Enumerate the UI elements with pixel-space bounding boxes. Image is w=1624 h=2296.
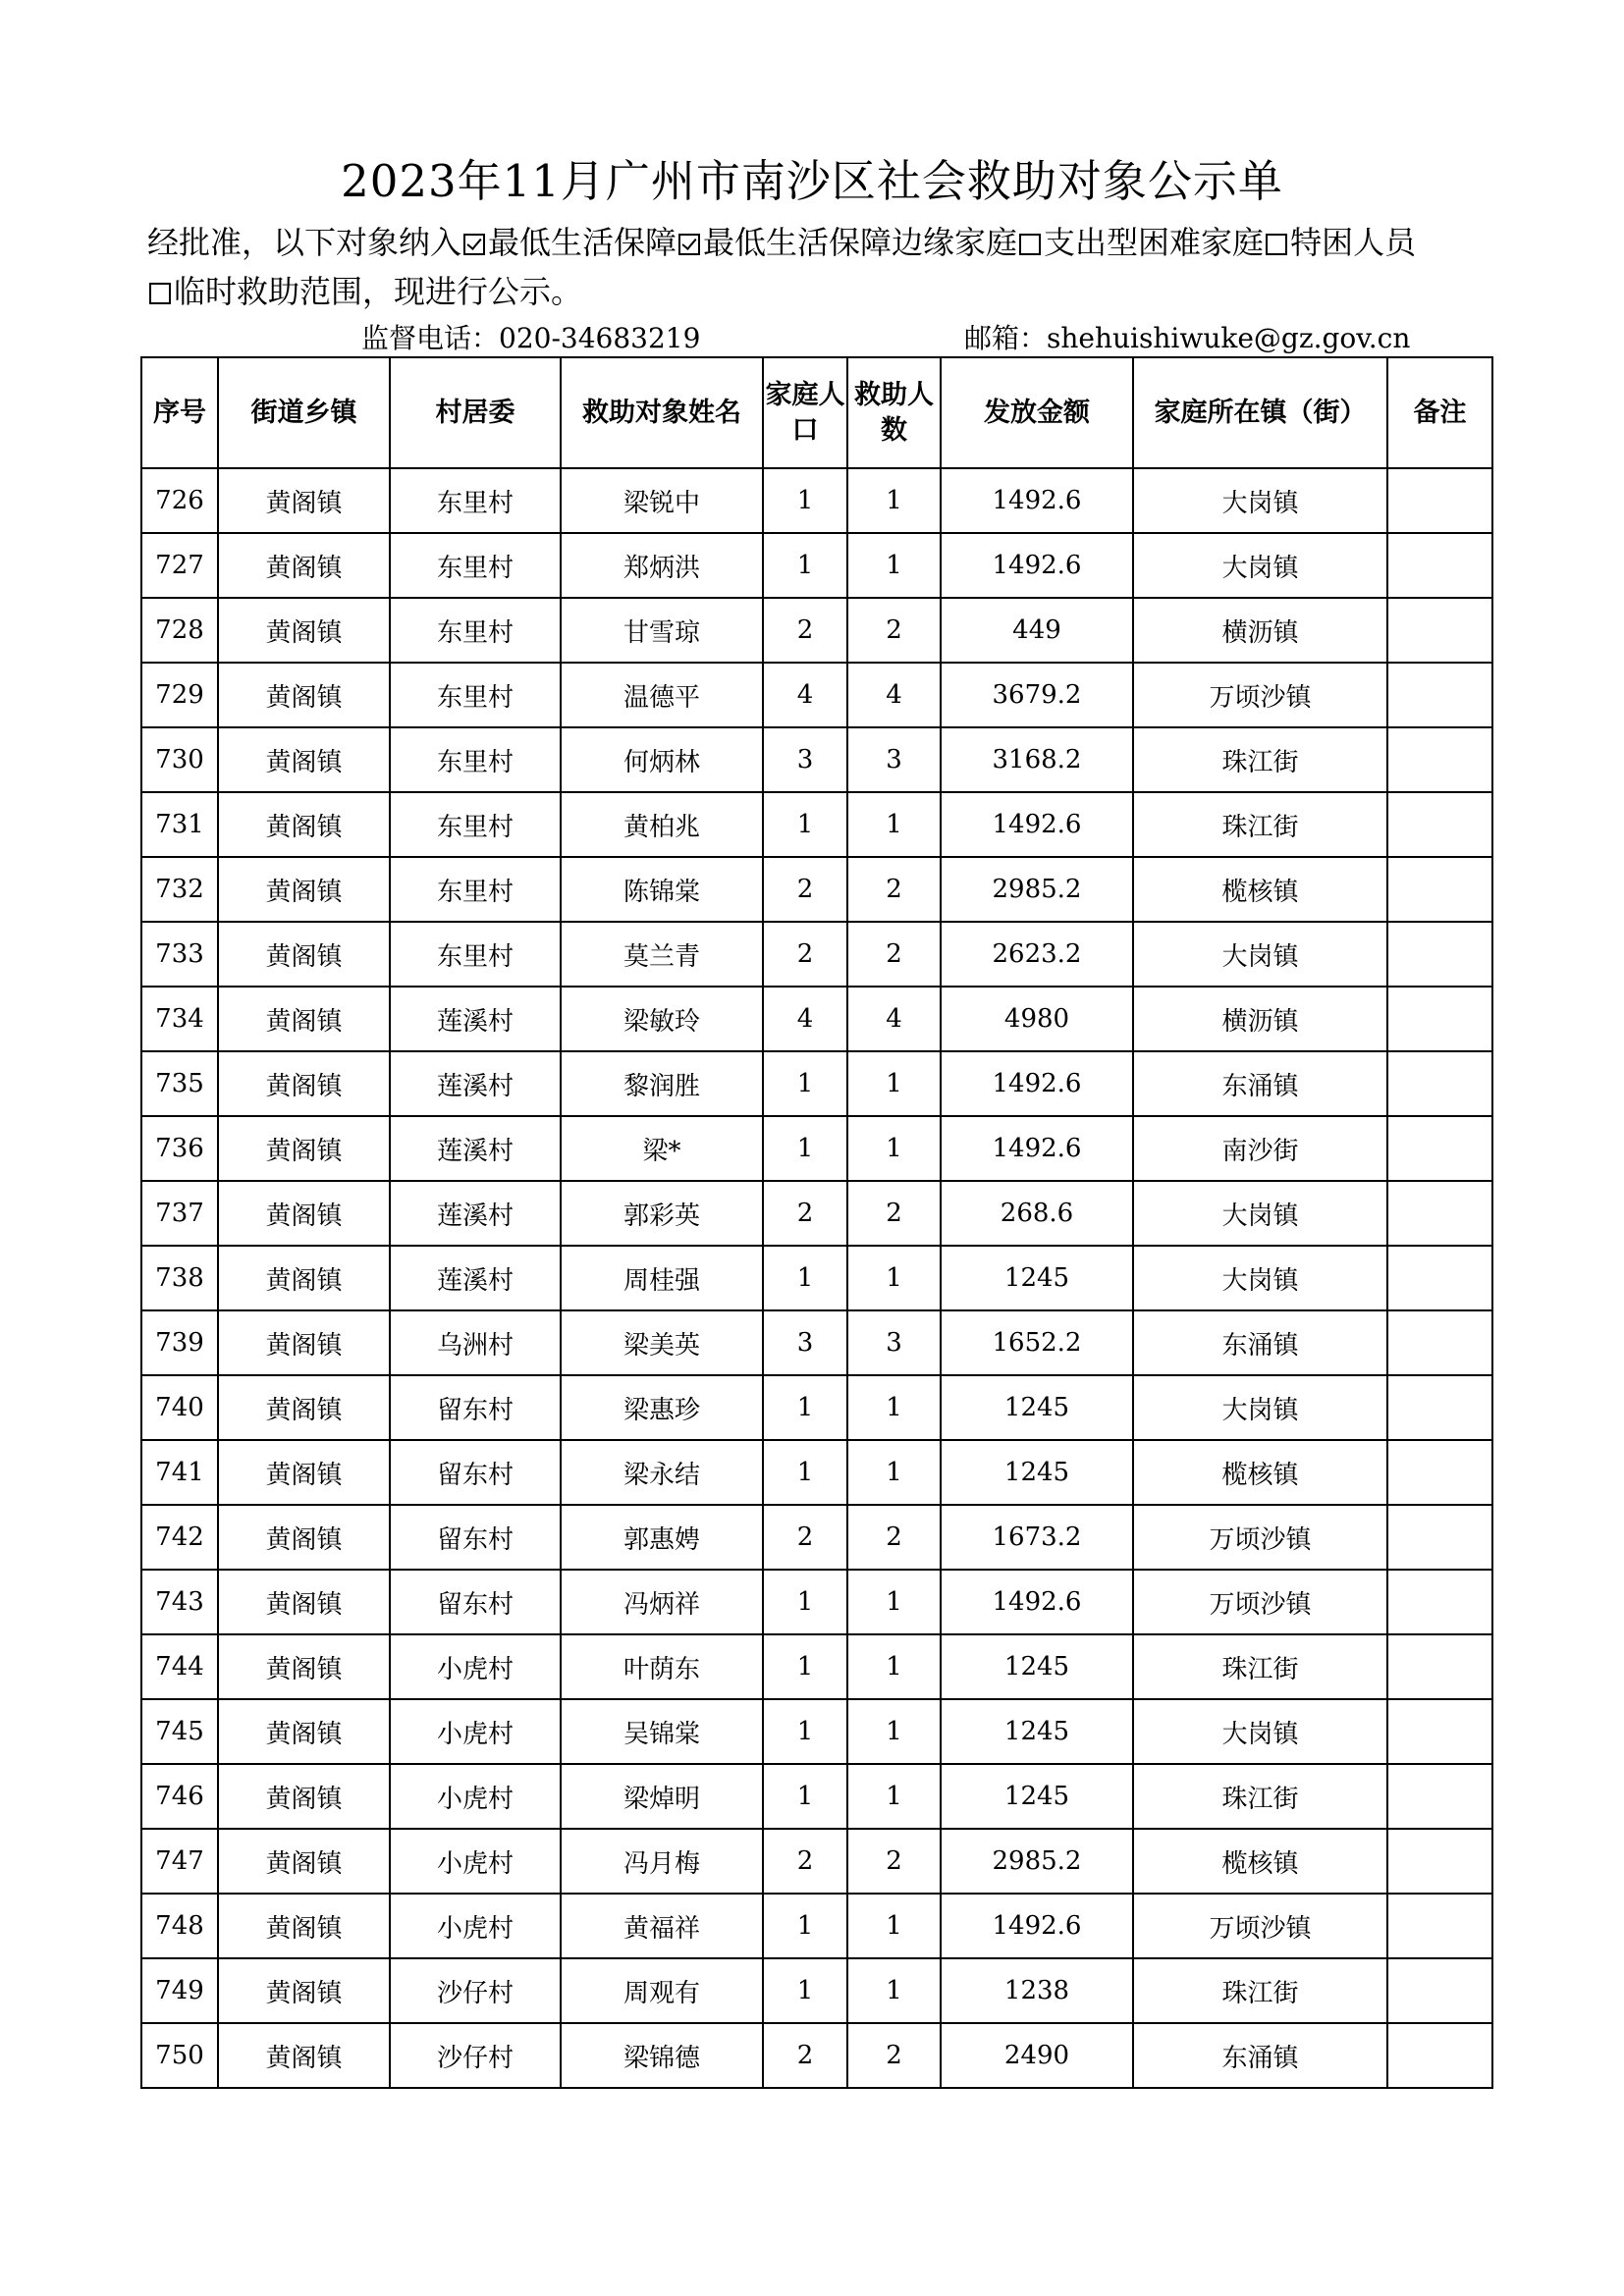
cell-serial: 749 bbox=[141, 1958, 218, 2023]
supervision-phone bbox=[361, 319, 700, 358]
cell-village: 小虎村 bbox=[390, 1894, 561, 1958]
header-street-town: 街道乡镇 bbox=[218, 357, 390, 468]
cell-remarks bbox=[1387, 598, 1492, 663]
cell-amount: 1245 bbox=[941, 1764, 1133, 1829]
intro-line-1 bbox=[147, 218, 1512, 267]
cell-remarks bbox=[1387, 1894, 1492, 1958]
cell-village: 东里村 bbox=[390, 663, 561, 727]
cell-serial: 739 bbox=[141, 1310, 218, 1375]
cell-street-town: 黄阁镇 bbox=[218, 1699, 390, 1764]
cell-remarks bbox=[1387, 1181, 1492, 1246]
cell-amount: 2623.2 bbox=[941, 922, 1133, 987]
cell-amount: 449 bbox=[941, 598, 1133, 663]
cell-serial: 737 bbox=[141, 1181, 218, 1246]
table-row bbox=[141, 727, 1492, 792]
cell-home-town: 南沙街 bbox=[1133, 1116, 1387, 1181]
cell-home-town: 万顷沙镇 bbox=[1133, 663, 1387, 727]
cell-serial: 744 bbox=[141, 1634, 218, 1699]
cell-recipient-name: 温德平 bbox=[561, 663, 763, 727]
cell-aided-count: 4 bbox=[847, 663, 941, 727]
cell-home-town: 珠江街 bbox=[1133, 1958, 1387, 2023]
cell-street-town: 黄阁镇 bbox=[218, 792, 390, 857]
cell-household-size: 1 bbox=[763, 1570, 847, 1634]
cell-home-town: 万顷沙镇 bbox=[1133, 1894, 1387, 1958]
assistance-table bbox=[140, 356, 1493, 2089]
cell-household-size: 2 bbox=[763, 922, 847, 987]
intro-text bbox=[147, 218, 1512, 316]
cell-street-town: 黄阁镇 bbox=[218, 468, 390, 533]
cell-remarks bbox=[1387, 857, 1492, 922]
table-row bbox=[141, 1505, 1492, 1570]
cell-household-size: 1 bbox=[763, 1051, 847, 1116]
cell-recipient-name: 梁惠珍 bbox=[561, 1375, 763, 1440]
cell-street-town: 黄阁镇 bbox=[218, 1440, 390, 1505]
cell-amount: 1492.6 bbox=[941, 468, 1133, 533]
cell-recipient-name: 梁锐中 bbox=[561, 468, 763, 533]
cell-amount: 1245 bbox=[941, 1375, 1133, 1440]
cell-remarks bbox=[1387, 533, 1492, 598]
cell-remarks bbox=[1387, 1246, 1492, 1310]
table-row bbox=[141, 1246, 1492, 1310]
cell-street-town: 黄阁镇 bbox=[218, 1051, 390, 1116]
cell-amount: 4980 bbox=[941, 987, 1133, 1051]
cell-household-size: 1 bbox=[763, 1699, 847, 1764]
cell-home-town: 榄核镇 bbox=[1133, 1829, 1387, 1894]
table-header-row bbox=[141, 357, 1492, 468]
checkbox-icon-checked bbox=[678, 234, 700, 255]
cell-village: 留东村 bbox=[390, 1375, 561, 1440]
cell-remarks bbox=[1387, 922, 1492, 987]
cell-household-size: 1 bbox=[763, 1116, 847, 1181]
cell-remarks bbox=[1387, 1051, 1492, 1116]
cell-village: 小虎村 bbox=[390, 1829, 561, 1894]
cell-household-size: 2 bbox=[763, 1829, 847, 1894]
header-amount: 发放金额 bbox=[941, 357, 1133, 468]
cell-aided-count: 3 bbox=[847, 727, 941, 792]
cell-serial: 741 bbox=[141, 1440, 218, 1505]
cell-village: 东里村 bbox=[390, 857, 561, 922]
cell-amount: 1492.6 bbox=[941, 1051, 1133, 1116]
cell-remarks bbox=[1387, 987, 1492, 1051]
cell-street-town: 黄阁镇 bbox=[218, 1505, 390, 1570]
table-row bbox=[141, 1699, 1492, 1764]
table-row bbox=[141, 1051, 1492, 1116]
cell-village: 沙仔村 bbox=[390, 2023, 561, 2088]
header-aided-count: 救助人数 bbox=[847, 357, 941, 468]
cell-remarks bbox=[1387, 1634, 1492, 1699]
cell-village: 小虎村 bbox=[390, 1634, 561, 1699]
cell-household-size: 1 bbox=[763, 1634, 847, 1699]
cell-aided-count: 1 bbox=[847, 1570, 941, 1634]
cell-recipient-name: 莫兰青 bbox=[561, 922, 763, 987]
cell-household-size: 2 bbox=[763, 857, 847, 922]
cell-village: 东里村 bbox=[390, 792, 561, 857]
cell-street-town: 黄阁镇 bbox=[218, 1310, 390, 1375]
cell-home-town: 大岗镇 bbox=[1133, 468, 1387, 533]
table-row bbox=[141, 792, 1492, 857]
cell-amount: 3679.2 bbox=[941, 663, 1133, 727]
cell-recipient-name: 郭惠娉 bbox=[561, 1505, 763, 1570]
cell-home-town: 珠江街 bbox=[1133, 792, 1387, 857]
email-address: shehuishiwuke@gz.gov.cn bbox=[1047, 322, 1411, 354]
cell-village: 留东村 bbox=[390, 1570, 561, 1634]
cell-recipient-name: 周观有 bbox=[561, 1958, 763, 2023]
cell-serial: 727 bbox=[141, 533, 218, 598]
cell-household-size: 1 bbox=[763, 1958, 847, 2023]
intro-suffix: 范围，现进行公示。 bbox=[299, 273, 583, 310]
table-row bbox=[141, 1181, 1492, 1246]
cell-aided-count: 1 bbox=[847, 1634, 941, 1699]
cell-recipient-name: 黄福祥 bbox=[561, 1894, 763, 1958]
cell-recipient-name: 梁焯明 bbox=[561, 1764, 763, 1829]
table-body bbox=[141, 468, 1492, 2088]
phone-number: 020-34683219 bbox=[499, 322, 701, 354]
cell-street-town: 黄阁镇 bbox=[218, 1181, 390, 1246]
cell-serial: 743 bbox=[141, 1570, 218, 1634]
cell-recipient-name: 周桂强 bbox=[561, 1246, 763, 1310]
table-row bbox=[141, 468, 1492, 533]
cell-household-size: 4 bbox=[763, 987, 847, 1051]
cell-street-town: 黄阁镇 bbox=[218, 1894, 390, 1958]
cell-village: 沙仔村 bbox=[390, 1958, 561, 2023]
cell-household-size: 1 bbox=[763, 1894, 847, 1958]
cell-amount: 1673.2 bbox=[941, 1505, 1133, 1570]
cell-street-town: 黄阁镇 bbox=[218, 1375, 390, 1440]
cell-remarks bbox=[1387, 1829, 1492, 1894]
cell-amount: 1492.6 bbox=[941, 1570, 1133, 1634]
cell-recipient-name: 梁美英 bbox=[561, 1310, 763, 1375]
cell-amount: 2985.2 bbox=[941, 857, 1133, 922]
cell-remarks bbox=[1387, 1570, 1492, 1634]
header-remarks: 备注 bbox=[1387, 357, 1492, 468]
table-row bbox=[141, 922, 1492, 987]
cell-household-size: 2 bbox=[763, 1505, 847, 1570]
table-row bbox=[141, 533, 1492, 598]
cell-recipient-name: 黎润胜 bbox=[561, 1051, 763, 1116]
cell-amount: 1492.6 bbox=[941, 1894, 1133, 1958]
cell-amount: 2985.2 bbox=[941, 1829, 1133, 1894]
cell-home-town: 东涌镇 bbox=[1133, 1051, 1387, 1116]
cell-village: 小虎村 bbox=[390, 1764, 561, 1829]
cell-home-town: 万顷沙镇 bbox=[1133, 1570, 1387, 1634]
cell-aided-count: 1 bbox=[847, 1051, 941, 1116]
cell-village: 东里村 bbox=[390, 922, 561, 987]
cell-household-size: 1 bbox=[763, 1375, 847, 1440]
cell-street-town: 黄阁镇 bbox=[218, 2023, 390, 2088]
cell-home-town: 大岗镇 bbox=[1133, 1181, 1387, 1246]
checkbox-icon-empty bbox=[149, 283, 171, 304]
cell-recipient-name: 黄柏兆 bbox=[561, 792, 763, 857]
cell-serial: 750 bbox=[141, 2023, 218, 2088]
cell-home-town: 榄核镇 bbox=[1133, 1440, 1387, 1505]
cell-amount: 1492.6 bbox=[941, 533, 1133, 598]
cell-village: 莲溪村 bbox=[390, 1181, 561, 1246]
table-row bbox=[141, 1440, 1492, 1505]
cell-amount: 1245 bbox=[941, 1440, 1133, 1505]
option-label: 最低生活保障 bbox=[488, 224, 677, 261]
header-home-town: 家庭所在镇（街） bbox=[1133, 357, 1387, 468]
cell-street-town: 黄阁镇 bbox=[218, 663, 390, 727]
cell-village: 莲溪村 bbox=[390, 1051, 561, 1116]
cell-household-size: 2 bbox=[763, 2023, 847, 2088]
table-row bbox=[141, 1829, 1492, 1894]
cell-serial: 729 bbox=[141, 663, 218, 727]
cell-aided-count: 3 bbox=[847, 1310, 941, 1375]
cell-remarks bbox=[1387, 1310, 1492, 1375]
cell-serial: 742 bbox=[141, 1505, 218, 1570]
cell-remarks bbox=[1387, 468, 1492, 533]
cell-home-town: 大岗镇 bbox=[1133, 1375, 1387, 1440]
cell-household-size: 1 bbox=[763, 1764, 847, 1829]
cell-serial: 747 bbox=[141, 1829, 218, 1894]
cell-aided-count: 1 bbox=[847, 1958, 941, 2023]
header-recipient-name: 救助对象姓名 bbox=[561, 357, 763, 468]
cell-street-town: 黄阁镇 bbox=[218, 598, 390, 663]
cell-aided-count: 2 bbox=[847, 598, 941, 663]
table-row bbox=[141, 1570, 1492, 1634]
cell-aided-count: 1 bbox=[847, 792, 941, 857]
phone-label: 监督电话： bbox=[361, 322, 500, 354]
cell-serial: 726 bbox=[141, 468, 218, 533]
cell-home-town: 珠江街 bbox=[1133, 1764, 1387, 1829]
cell-aided-count: 1 bbox=[847, 468, 941, 533]
cell-remarks bbox=[1387, 2023, 1492, 2088]
cell-street-town: 黄阁镇 bbox=[218, 1246, 390, 1310]
checkbox-icon-empty bbox=[1266, 234, 1287, 255]
cell-recipient-name: 梁* bbox=[561, 1116, 763, 1181]
cell-serial: 736 bbox=[141, 1116, 218, 1181]
table-row bbox=[141, 663, 1492, 727]
cell-aided-count: 1 bbox=[847, 1246, 941, 1310]
page-title: 2023年11月广州市南沙区社会救助对象公示单 bbox=[341, 155, 1283, 207]
table-row bbox=[141, 1375, 1492, 1440]
cell-serial: 738 bbox=[141, 1246, 218, 1310]
cell-remarks bbox=[1387, 1958, 1492, 2023]
cell-street-town: 黄阁镇 bbox=[218, 727, 390, 792]
cell-serial: 734 bbox=[141, 987, 218, 1051]
cell-household-size: 1 bbox=[763, 1440, 847, 1505]
cell-remarks bbox=[1387, 1440, 1492, 1505]
cell-street-town: 黄阁镇 bbox=[218, 1958, 390, 2023]
cell-remarks bbox=[1387, 792, 1492, 857]
cell-village: 小虎村 bbox=[390, 1699, 561, 1764]
cell-aided-count: 2 bbox=[847, 2023, 941, 2088]
cell-household-size: 2 bbox=[763, 598, 847, 663]
cell-amount: 3168.2 bbox=[941, 727, 1133, 792]
cell-serial: 733 bbox=[141, 922, 218, 987]
cell-serial: 735 bbox=[141, 1051, 218, 1116]
cell-serial: 730 bbox=[141, 727, 218, 792]
cell-village: 东里村 bbox=[390, 533, 561, 598]
cell-aided-count: 1 bbox=[847, 1699, 941, 1764]
cell-household-size: 1 bbox=[763, 792, 847, 857]
cell-street-town: 黄阁镇 bbox=[218, 1634, 390, 1699]
cell-aided-count: 1 bbox=[847, 1894, 941, 1958]
cell-serial: 745 bbox=[141, 1699, 218, 1764]
table-row bbox=[141, 598, 1492, 663]
cell-recipient-name: 梁永结 bbox=[561, 1440, 763, 1505]
cell-amount: 1492.6 bbox=[941, 1116, 1133, 1181]
cell-home-town: 大岗镇 bbox=[1133, 1246, 1387, 1310]
cell-aided-count: 2 bbox=[847, 922, 941, 987]
cell-street-town: 黄阁镇 bbox=[218, 1116, 390, 1181]
cell-home-town: 万顷沙镇 bbox=[1133, 1505, 1387, 1570]
table-row bbox=[141, 1310, 1492, 1375]
intro-prefix: 经批准，以下对象纳入 bbox=[147, 224, 462, 261]
cell-amount: 1652.2 bbox=[941, 1310, 1133, 1375]
cell-home-town: 横沥镇 bbox=[1133, 987, 1387, 1051]
option-label: 特困人员 bbox=[1290, 224, 1417, 261]
cell-street-town: 黄阁镇 bbox=[218, 857, 390, 922]
cell-household-size: 1 bbox=[763, 1246, 847, 1310]
cell-serial: 731 bbox=[141, 792, 218, 857]
option-label: 支出型困难家庭 bbox=[1044, 224, 1265, 261]
cell-amount: 1245 bbox=[941, 1634, 1133, 1699]
cell-home-town: 东涌镇 bbox=[1133, 2023, 1387, 2088]
cell-street-town: 黄阁镇 bbox=[218, 1570, 390, 1634]
cell-household-size: 3 bbox=[763, 727, 847, 792]
cell-serial: 728 bbox=[141, 598, 218, 663]
cell-home-town: 横沥镇 bbox=[1133, 598, 1387, 663]
cell-aided-count: 2 bbox=[847, 1505, 941, 1570]
cell-recipient-name: 何炳林 bbox=[561, 727, 763, 792]
cell-village: 莲溪村 bbox=[390, 1246, 561, 1310]
table-row bbox=[141, 857, 1492, 922]
intro-line-2 bbox=[147, 267, 1512, 316]
header-village: 村居委 bbox=[390, 357, 561, 468]
cell-recipient-name: 陈锦棠 bbox=[561, 857, 763, 922]
header-household-size: 家庭人口 bbox=[763, 357, 847, 468]
table-row bbox=[141, 2023, 1492, 2088]
cell-village: 留东村 bbox=[390, 1505, 561, 1570]
cell-amount: 1492.6 bbox=[941, 792, 1133, 857]
cell-recipient-name: 冯月梅 bbox=[561, 1829, 763, 1894]
table-row bbox=[141, 1634, 1492, 1699]
cell-home-town: 东涌镇 bbox=[1133, 1310, 1387, 1375]
cell-remarks bbox=[1387, 1116, 1492, 1181]
cell-remarks bbox=[1387, 1375, 1492, 1440]
cell-household-size: 3 bbox=[763, 1310, 847, 1375]
cell-recipient-name: 梁敏玲 bbox=[561, 987, 763, 1051]
cell-recipient-name: 甘雪琼 bbox=[561, 598, 763, 663]
cell-home-town: 大岗镇 bbox=[1133, 1699, 1387, 1764]
cell-home-town: 大岗镇 bbox=[1133, 533, 1387, 598]
cell-aided-count: 1 bbox=[847, 1116, 941, 1181]
cell-serial: 746 bbox=[141, 1764, 218, 1829]
table-row bbox=[141, 987, 1492, 1051]
cell-recipient-name: 吴锦棠 bbox=[561, 1699, 763, 1764]
cell-remarks bbox=[1387, 727, 1492, 792]
cell-recipient-name: 叶荫东 bbox=[561, 1634, 763, 1699]
cell-household-size: 4 bbox=[763, 663, 847, 727]
cell-village: 乌洲村 bbox=[390, 1310, 561, 1375]
option-label: 最低生活保障边缘家庭 bbox=[703, 224, 1018, 261]
cell-aided-count: 2 bbox=[847, 1829, 941, 1894]
cell-village: 留东村 bbox=[390, 1440, 561, 1505]
cell-street-town: 黄阁镇 bbox=[218, 922, 390, 987]
cell-aided-count: 1 bbox=[847, 1375, 941, 1440]
cell-street-town: 黄阁镇 bbox=[218, 1764, 390, 1829]
table-row bbox=[141, 1116, 1492, 1181]
cell-home-town: 珠江街 bbox=[1133, 1634, 1387, 1699]
cell-home-town: 榄核镇 bbox=[1133, 857, 1387, 922]
cell-village: 莲溪村 bbox=[390, 987, 561, 1051]
cell-recipient-name: 郑炳洪 bbox=[561, 533, 763, 598]
cell-street-town: 黄阁镇 bbox=[218, 1829, 390, 1894]
cell-amount: 268.6 bbox=[941, 1181, 1133, 1246]
checkbox-icon-empty bbox=[1019, 234, 1041, 255]
table-row bbox=[141, 1764, 1492, 1829]
cell-household-size: 1 bbox=[763, 468, 847, 533]
cell-street-town: 黄阁镇 bbox=[218, 987, 390, 1051]
cell-household-size: 1 bbox=[763, 533, 847, 598]
cell-village: 东里村 bbox=[390, 727, 561, 792]
cell-home-town: 大岗镇 bbox=[1133, 922, 1387, 987]
cell-serial: 740 bbox=[141, 1375, 218, 1440]
cell-amount: 2490 bbox=[941, 2023, 1133, 2088]
cell-village: 东里村 bbox=[390, 598, 561, 663]
cell-village: 莲溪村 bbox=[390, 1116, 561, 1181]
cell-amount: 1245 bbox=[941, 1699, 1133, 1764]
cell-amount: 1245 bbox=[941, 1246, 1133, 1310]
cell-remarks bbox=[1387, 663, 1492, 727]
cell-recipient-name: 郭彩英 bbox=[561, 1181, 763, 1246]
table-row bbox=[141, 1958, 1492, 2023]
cell-household-size: 2 bbox=[763, 1181, 847, 1246]
cell-aided-count: 2 bbox=[847, 857, 941, 922]
cell-aided-count: 2 bbox=[847, 1181, 941, 1246]
cell-remarks bbox=[1387, 1699, 1492, 1764]
cell-street-town: 黄阁镇 bbox=[218, 533, 390, 598]
cell-aided-count: 4 bbox=[847, 987, 941, 1051]
cell-recipient-name: 冯炳祥 bbox=[561, 1570, 763, 1634]
checkbox-icon-checked bbox=[463, 234, 485, 255]
cell-home-town: 珠江街 bbox=[1133, 727, 1387, 792]
email-label: 邮箱： bbox=[964, 322, 1048, 354]
cell-recipient-name: 梁锦德 bbox=[561, 2023, 763, 2088]
cell-remarks bbox=[1387, 1764, 1492, 1829]
header-serial: 序号 bbox=[141, 357, 218, 468]
cell-aided-count: 1 bbox=[847, 1440, 941, 1505]
table-row bbox=[141, 1894, 1492, 1958]
option-label: 临时救助 bbox=[174, 273, 300, 310]
cell-remarks bbox=[1387, 1505, 1492, 1570]
cell-serial: 748 bbox=[141, 1894, 218, 1958]
cell-amount: 1238 bbox=[941, 1958, 1133, 2023]
cell-village: 东里村 bbox=[390, 468, 561, 533]
cell-serial: 732 bbox=[141, 857, 218, 922]
cell-aided-count: 1 bbox=[847, 533, 941, 598]
contact-email bbox=[964, 319, 1410, 358]
cell-aided-count: 1 bbox=[847, 1764, 941, 1829]
